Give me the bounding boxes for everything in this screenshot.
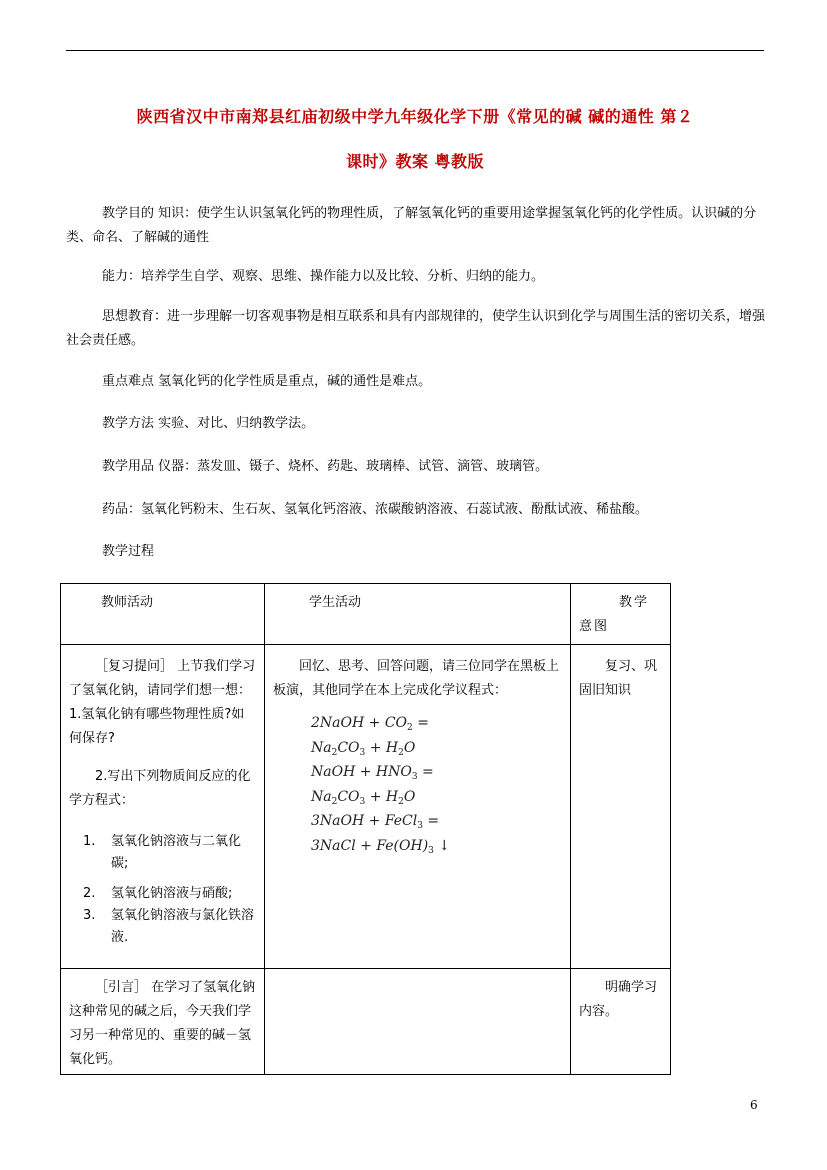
- chemical-equations: [273, 711, 562, 858]
- equation-line: NaOH + $HNO_3$ =: [311, 764, 434, 782]
- moral-education-paragraph: 思想教育：进一步理解一切客观事物是相互联系和具有内部规律的，使学生认识到化学与周围生活的密切关系，增强社会责任感。: [66, 309, 766, 348]
- down-arrow-icon: ↓: [433, 837, 451, 854]
- equation-line: $Na_2CO_3 + H_2O$: [311, 739, 416, 758]
- table-header-row: [61, 584, 671, 645]
- teaching-intent-cell: 明确学习内容。: [571, 969, 671, 1075]
- document-title-line1: 陕西省汉中市南郑县红庙初级中学九年级化学下册《常见的碱 碱的通性 第２: [136, 107, 694, 126]
- teaching-goal-paragraph: 教学目的 知识：使学生认识氢氧化钙的物理性质，了解氢氧化钙的重要用途掌握氢氧化钙的化学性质。认识碱的分类、命名、了解碱的通性: [66, 206, 757, 245]
- header-rule: [66, 50, 764, 51]
- teacher-activity-cell: [61, 645, 265, 969]
- teaching-intent-cell: 复习、巩固旧知识: [571, 645, 671, 969]
- key-difficulty-paragraph: 重点难点 氢氧化钙的化学性质是重点，碱的通性是难点。: [102, 374, 432, 389]
- header-teaching-intent: 教学意图: [571, 584, 671, 645]
- equation-line: $Na_2CO_3 + H_2O$: [311, 788, 416, 807]
- equation-line: 3NaOH + FeCl$_3$ =: [311, 813, 440, 831]
- equation-line: 3NaCl + $Fe(OH)_3$ ↓: [311, 837, 451, 856]
- equation-prompt-text: 2.写出下列物质间反应的化学方程式：: [69, 769, 251, 808]
- list-item: 1. 氢氧化钠溶液与二氧化碳;: [83, 834, 242, 871]
- teaching-tools-paragraph: 教学用品 仪器：蒸发皿、镊子、烧杯、药匙、玻璃棒、试管、滴管、玻璃管。: [102, 459, 549, 474]
- reaction-list: [61, 831, 256, 949]
- ability-paragraph: 能力：培养学生自学、观察、思维、操作能力以及比较、分析、归纳的能力。: [102, 269, 545, 284]
- teacher-activity-cell: ［引言］ 在学习了氢氧化钠这种常见的碱之后，今天我们学习另一种常见的、重要的碱－氢氧化钙。: [61, 969, 265, 1075]
- student-activity-cell: [265, 645, 571, 969]
- review-question-text: ［复习提问］ 上节我们学习了氢氧化钠，请同学们想一想：1.氢氧化钠有哪些物理性质?如何保存?: [69, 659, 256, 746]
- header-teacher-activity: 教师活动: [61, 584, 265, 645]
- page-number: 6: [750, 1098, 758, 1112]
- table-row: [61, 645, 671, 969]
- list-item: 2. 氢氧化钠溶液与硝酸;: [83, 886, 233, 901]
- student-activity-cell: [265, 969, 571, 1075]
- drugs-paragraph: 药品：氢氧化钙粉末、生石灰、氢氧化钙溶液、浓碳酸钠溶液、石蕊试液、酚酞试液、稀盐酸。: [102, 502, 649, 517]
- teaching-method-paragraph: 教学方法 实验、对比、归纳教学法。: [102, 416, 315, 431]
- table-row: [61, 969, 671, 1075]
- equation-line: 2NaOH + $CO_2$ =: [311, 715, 429, 733]
- document-title-line2: 课时》教案 粤教版: [345, 152, 485, 171]
- lesson-table: [60, 583, 671, 1075]
- teaching-process-heading: 教学过程: [102, 544, 155, 559]
- list-item: 3. 氢氧化钠溶液与氯化铁溶液.: [83, 908, 255, 945]
- header-student-activity: 学生活动: [265, 584, 571, 645]
- student-activity-text: 回忆、思考、回答问题，请三位同学在黑板上板演，其他同学在本上完成化学议程式：: [273, 659, 560, 698]
